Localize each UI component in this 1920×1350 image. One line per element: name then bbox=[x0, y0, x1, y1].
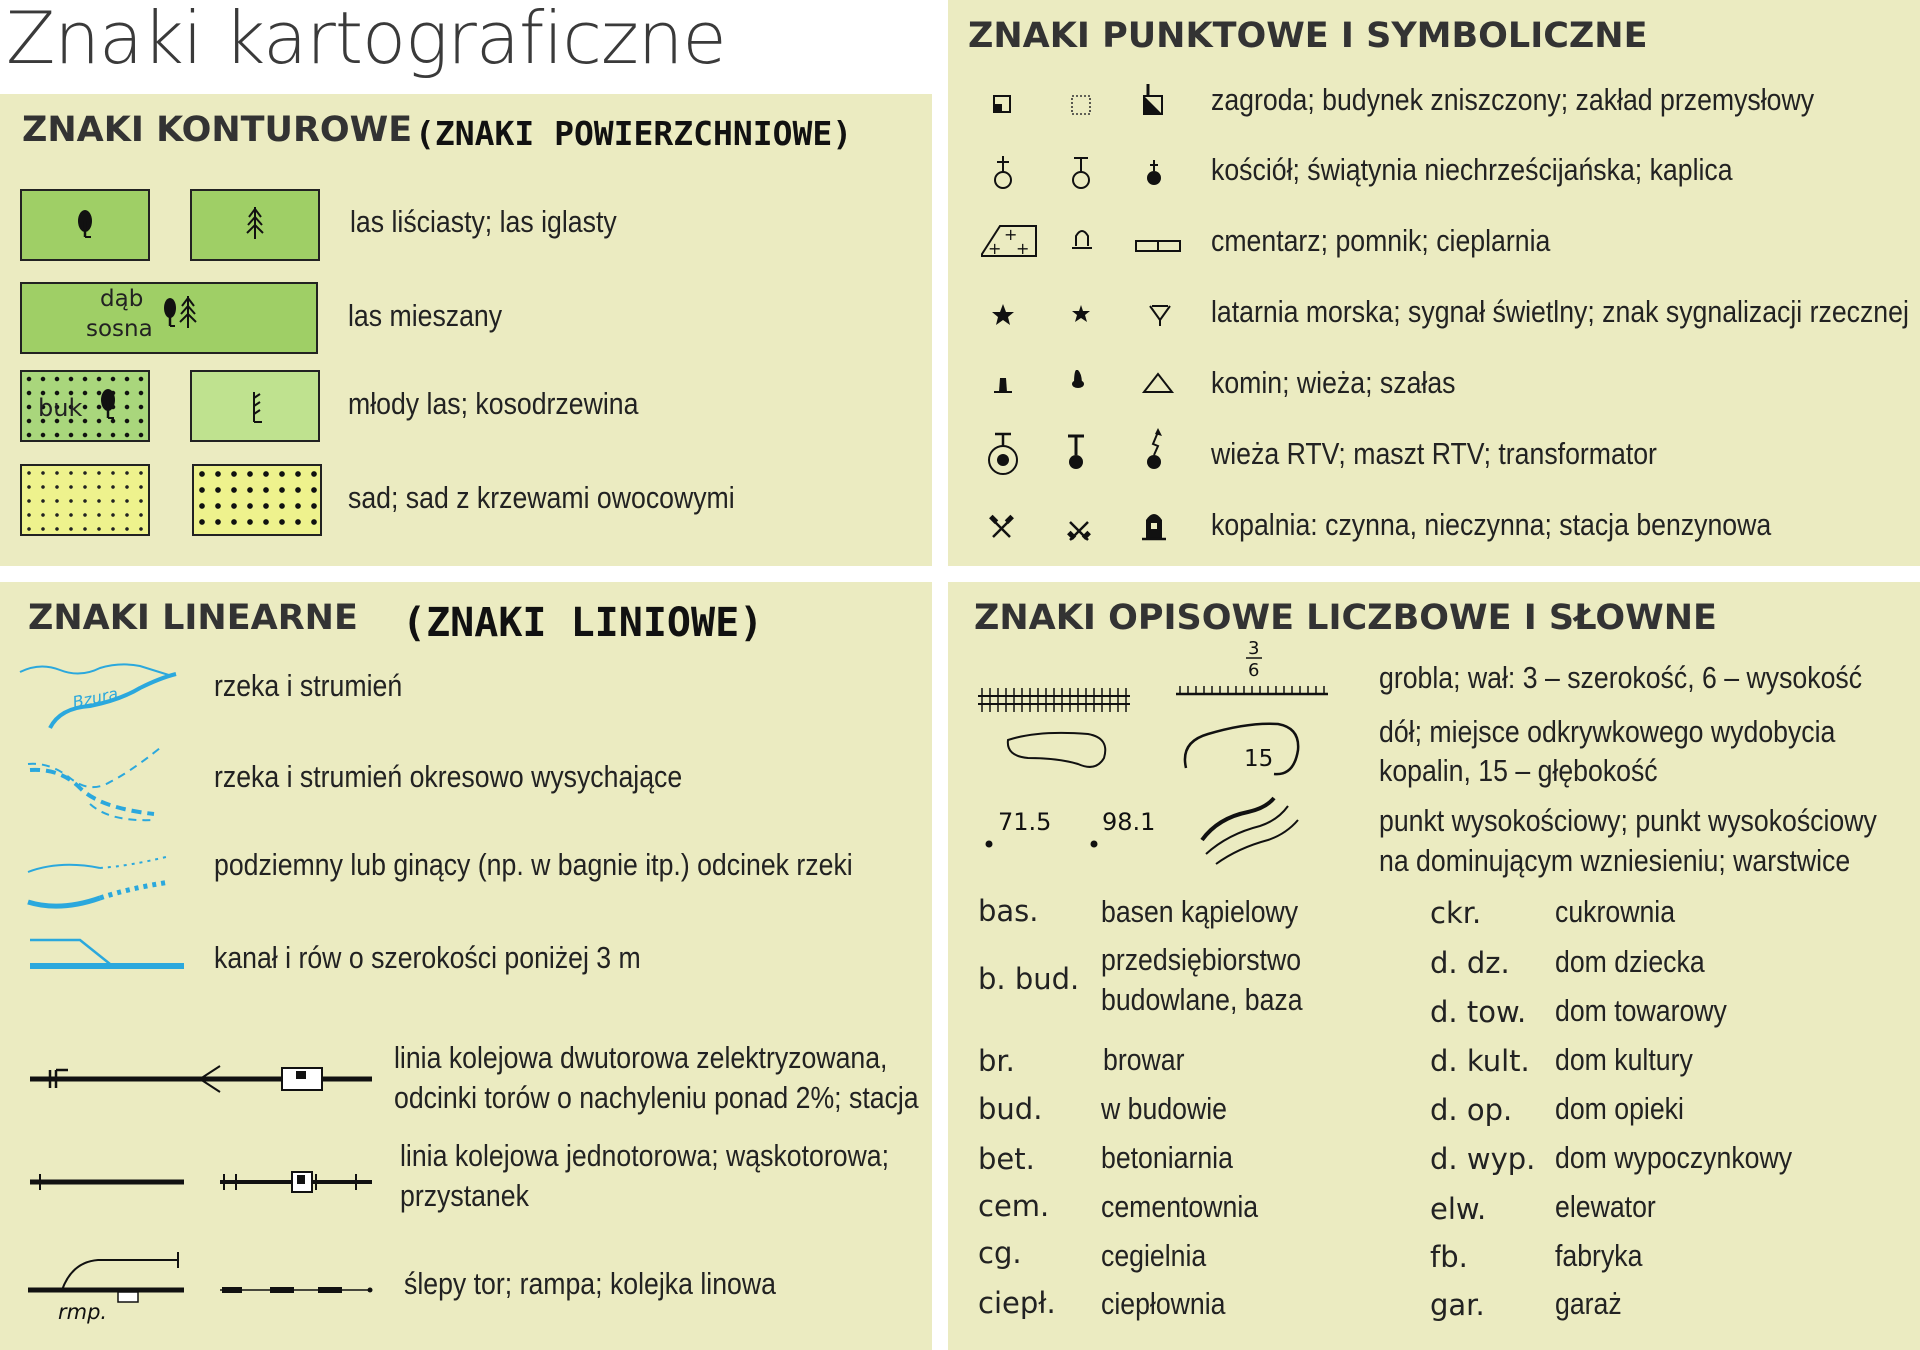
abbr-left-8: ciepł. bbox=[978, 1286, 1056, 1320]
punktowe-label-5: komin; wieża; szałas bbox=[1211, 365, 1456, 400]
meaning-left-1: basen kąpielowy bbox=[1101, 894, 1299, 929]
single-track-symbol bbox=[30, 1174, 184, 1190]
opisowe-desc-3a: punkt wysokościowy; punkt wysokościowy bbox=[1379, 803, 1877, 838]
inactive-mine-icon bbox=[1067, 522, 1091, 540]
dike-symbol bbox=[1176, 638, 1328, 694]
abbr-left-7: cg. bbox=[978, 1236, 1022, 1270]
chimney-icon bbox=[994, 378, 1012, 392]
mixed-trees-icon bbox=[158, 290, 218, 350]
hut-icon bbox=[1144, 374, 1172, 392]
meaning-right-3: dom towarowy bbox=[1555, 993, 1727, 1028]
deciduous-forest-swatch bbox=[20, 189, 150, 261]
canal-symbol bbox=[30, 940, 184, 966]
abbr-right-4: d. kult. bbox=[1430, 1044, 1530, 1078]
embankment-symbol bbox=[978, 688, 1130, 712]
mixed-species-top: dąb bbox=[100, 286, 144, 312]
punktowe-label-4: latarnia morska; sygnał świetlny; znak sygnalizacji rzecznej bbox=[1211, 294, 1909, 329]
active-mine-icon bbox=[989, 515, 1014, 537]
konturowe-label-1: las liściasty; las iglasty bbox=[350, 204, 617, 239]
abbr-right-9: gar. bbox=[1430, 1288, 1485, 1322]
seasonal-river-symbol bbox=[28, 748, 160, 820]
abbr-right-6: d. wyp. bbox=[1430, 1142, 1536, 1176]
svg-text:98.1: 98.1 bbox=[1102, 808, 1156, 836]
abbr-right-3: d. tow. bbox=[1430, 995, 1527, 1029]
abbr-right-7: elw. bbox=[1430, 1192, 1487, 1226]
abbr-left-3: br. bbox=[978, 1044, 1015, 1078]
cemetery-icon bbox=[982, 225, 1036, 258]
page-title: Znaki kartograficzne bbox=[6, 0, 726, 80]
deciduous-tree-icon bbox=[22, 191, 152, 263]
young-deciduous-tree-icon bbox=[96, 384, 126, 434]
opisowe-desc-2b: kopalin, 15 – głębokość bbox=[1379, 753, 1658, 788]
meaning-left-5: betoniarnia bbox=[1101, 1140, 1233, 1175]
abbr-right-5: d. op. bbox=[1430, 1093, 1513, 1127]
abbr-left-6: cem. bbox=[978, 1189, 1050, 1223]
punktowe-label-2: kościół; świątynia niechrześcijańska; kaplica bbox=[1211, 152, 1733, 187]
orchard-shrubs-swatch bbox=[192, 464, 322, 536]
river-signal-icon bbox=[1150, 306, 1170, 326]
river-symbol bbox=[20, 664, 176, 728]
opisowe-title: ZNAKI OPISOWE LICZBOWE I SŁOWNE bbox=[974, 598, 1717, 638]
lighthouse-icon bbox=[992, 304, 1014, 325]
pit-symbol bbox=[1008, 733, 1105, 767]
linearne-label-2: rzeka i strumień okresowo wysychające bbox=[214, 759, 683, 794]
transformer-icon bbox=[1147, 428, 1162, 469]
linearne-panel bbox=[0, 582, 932, 1350]
meaning-right-8: fabryka bbox=[1555, 1238, 1643, 1273]
light-signal-icon bbox=[1072, 305, 1090, 322]
coniferous-forest-swatch bbox=[190, 189, 320, 261]
konturowe-title: ZNAKI KONTUROWE bbox=[22, 110, 413, 150]
farmstead-icon bbox=[994, 96, 1010, 112]
meaning-right-9: garaż bbox=[1555, 1286, 1622, 1321]
konturowe-subtitle: (ZNAKI POWIERZCHNIOWE) bbox=[415, 114, 853, 153]
abbr-right-1: ckr. bbox=[1430, 896, 1482, 930]
linearne-label-4: kanał i rów o szerokości poniżej 3 m bbox=[214, 940, 641, 975]
ramp-label: rmp. bbox=[58, 1300, 108, 1324]
konturowe-label-2: las mieszany bbox=[348, 298, 503, 333]
konturowe-label-3: młody las; kosodrzewina bbox=[348, 386, 639, 421]
svg-text:+: + bbox=[1016, 239, 1030, 258]
linearne-label-5b: odcinki torów o nachyleniu ponad 2%; stacja bbox=[394, 1080, 919, 1115]
abbr-left-2: b. bud. bbox=[978, 962, 1080, 996]
dwarf-pine-swatch bbox=[190, 370, 320, 442]
opisowe-symbols bbox=[948, 582, 1348, 862]
opisowe-desc-1: grobla; wał: 3 – szerokość, 6 – wysokość bbox=[1379, 660, 1863, 695]
punktowe-label-1: zagroda; budynek zniszczony; zakład przemysłowy bbox=[1211, 82, 1815, 117]
height-point-2 bbox=[1091, 808, 1156, 848]
pit-depth: 15 bbox=[1244, 746, 1274, 772]
punktowe-panel bbox=[948, 0, 1920, 566]
meaning-left-2a: przedsiębiorstwo bbox=[1101, 942, 1302, 977]
punktowe-icons bbox=[948, 0, 1188, 560]
linearne-label-7: ślepy tor; rampa; kolejka linowa bbox=[404, 1266, 776, 1301]
cable-railway-symbol bbox=[220, 1287, 373, 1293]
linearne-title: ZNAKI LINEARNE bbox=[28, 598, 358, 638]
abbr-left-1: bas. bbox=[978, 894, 1039, 928]
river-name: Bzura bbox=[70, 683, 120, 712]
church-icon bbox=[995, 156, 1011, 188]
quarry-symbol bbox=[1185, 724, 1298, 774]
linearne-label-1: rzeka i strumień bbox=[214, 668, 403, 703]
underground-river-symbol bbox=[28, 856, 170, 906]
punktowe-label-7: kopalnia: czynna, nieczynna; stacja benzynowa bbox=[1211, 507, 1772, 542]
monument-icon bbox=[1072, 231, 1092, 248]
konturowe-panel bbox=[0, 94, 932, 566]
orchard-swatch bbox=[20, 464, 150, 536]
height-point-1 bbox=[986, 808, 1052, 848]
konturowe-label-4: sad; sad z krzewami owocowymi bbox=[348, 480, 735, 515]
young-forest-species: buk bbox=[38, 394, 83, 422]
meaning-left-8: ciepłownia bbox=[1101, 1286, 1226, 1321]
linearne-label-6a: linia kolejowa jednotorowa; wąskotorowa; bbox=[400, 1138, 890, 1173]
punktowe-label-3: cmentarz; pomnik; cieplarnia bbox=[1211, 223, 1551, 258]
meaning-left-4: w budowie bbox=[1101, 1091, 1227, 1126]
meaning-right-2: dom dziecka bbox=[1555, 944, 1705, 979]
punktowe-title: ZNAKI PUNKTOWE I SYMBOLICZNE bbox=[968, 16, 1648, 56]
meaning-left-6: cementownia bbox=[1101, 1189, 1259, 1224]
dwarf-pine-icon bbox=[192, 372, 322, 444]
punktowe-label-6: wieża RTV; maszt RTV; transformator bbox=[1211, 436, 1657, 471]
embankment-width: 3 bbox=[1248, 638, 1260, 659]
abbr-right-2: d. dz. bbox=[1430, 946, 1510, 980]
opisowe-panel bbox=[948, 582, 1920, 1350]
svg-text:+: + bbox=[988, 239, 1002, 258]
contour-lines-symbol bbox=[1202, 798, 1298, 864]
tv-mast-icon bbox=[1068, 436, 1084, 469]
meaning-left-3: browar bbox=[1103, 1042, 1185, 1077]
tower-icon bbox=[1072, 370, 1084, 388]
tv-tower-icon bbox=[989, 434, 1017, 474]
meaning-left-2b: budowlane, baza bbox=[1101, 982, 1303, 1017]
linearne-label-6b: przystanek bbox=[400, 1178, 529, 1213]
young-forest-swatch bbox=[20, 370, 150, 442]
greenhouse-icon bbox=[1136, 241, 1180, 251]
meaning-right-4: dom kultury bbox=[1555, 1042, 1693, 1077]
chapel-icon bbox=[1147, 160, 1161, 185]
svg-text:+: + bbox=[1004, 225, 1018, 244]
double-track-symbol bbox=[30, 1066, 372, 1092]
coniferous-tree-icon bbox=[192, 191, 322, 263]
linearne-subtitle: (ZNAKI LINIOWE) bbox=[402, 600, 764, 646]
abbr-left-4: bud. bbox=[978, 1092, 1043, 1126]
meaning-left-7: cegielnia bbox=[1101, 1238, 1207, 1273]
meaning-right-5: dom opieki bbox=[1555, 1091, 1684, 1126]
non-christian-temple-icon bbox=[1073, 158, 1089, 188]
meaning-right-1: cukrownia bbox=[1555, 894, 1676, 929]
embankment-height: 6 bbox=[1248, 660, 1260, 681]
narrow-gauge-symbol bbox=[220, 1172, 372, 1192]
abbr-right-8: fb. bbox=[1430, 1240, 1468, 1274]
factory-icon bbox=[1144, 84, 1162, 114]
linearne-label-3: podziemny lub ginący (np. w bagnie itp.) odcinek rzeki bbox=[214, 847, 853, 882]
meaning-right-7: elewator bbox=[1555, 1189, 1656, 1224]
destroyed-building-icon bbox=[1072, 96, 1090, 114]
meaning-right-6: dom wypoczynkowy bbox=[1555, 1140, 1793, 1175]
abbr-left-5: bet. bbox=[978, 1142, 1035, 1176]
opisowe-desc-2a: dół; miejsce odkrywkowego wydobycia bbox=[1379, 714, 1836, 749]
linearne-label-5a: linia kolejowa dwutorowa zelektryzowana, bbox=[394, 1040, 888, 1075]
gas-station-icon bbox=[1142, 514, 1166, 539]
svg-text:71.5: 71.5 bbox=[998, 808, 1052, 836]
mixed-species-bottom: sosna bbox=[86, 316, 153, 342]
mixed-forest-swatch bbox=[20, 282, 318, 354]
dead-end-track-symbol bbox=[28, 1252, 184, 1324]
opisowe-desc-3b: na dominującym wzniesieniu; warstwice bbox=[1379, 843, 1851, 878]
